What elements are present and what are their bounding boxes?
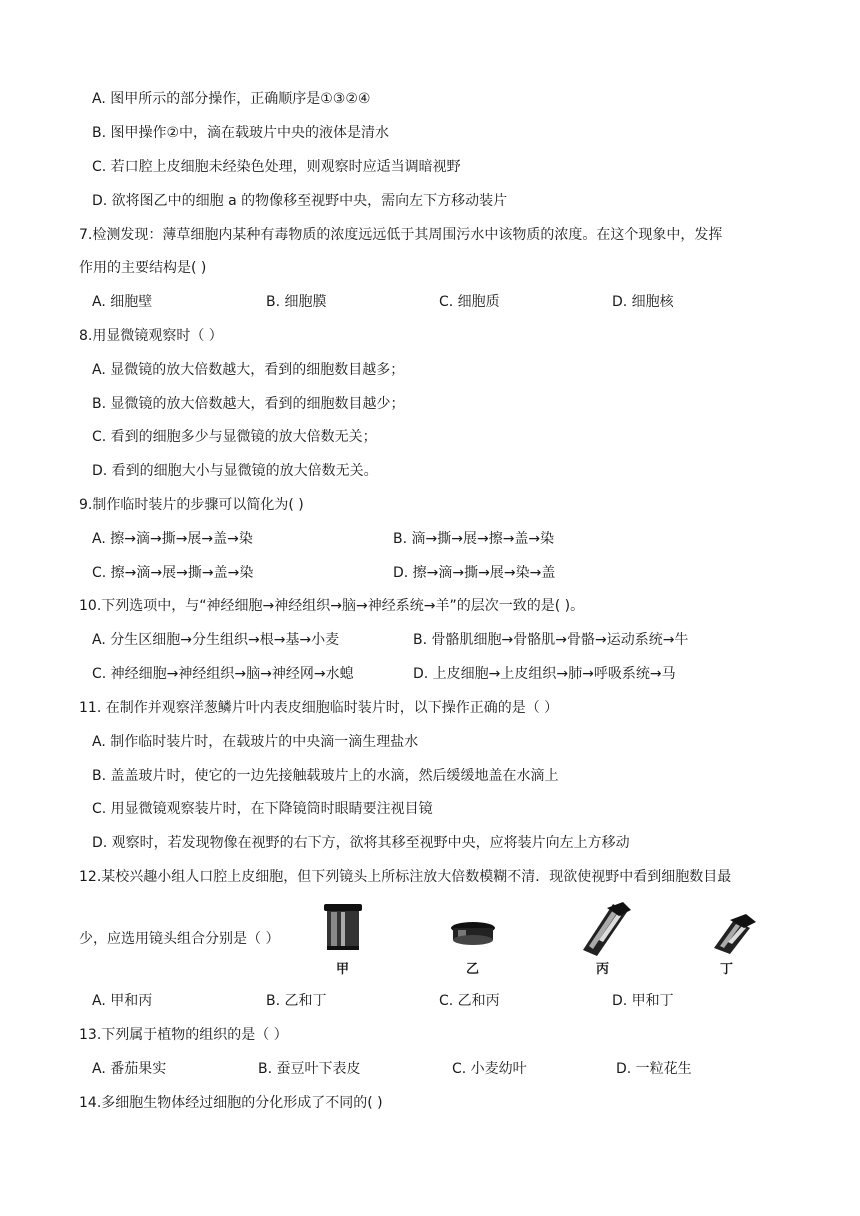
q10-option-a: A. 分生区细胞→分生组织→根→基→小麦: [92, 632, 340, 648]
q8-option-c: C. 看到的细胞多少与显微镜的放大倍数无关；: [92, 429, 377, 445]
q11-option-b: B. 盖盖玻片时，使它的一边先接触载玻片上的水滴，然后缓缓地盖在水滴上: [92, 768, 559, 784]
q7-stem-line2: 作用的主要结构是( ): [79, 260, 207, 276]
q9-option-d: D. 擦→滴→撕→展→染→盖: [393, 565, 556, 581]
q7-option-a: A. 细胞壁: [92, 294, 153, 310]
eyepiece-short-icon: [448, 920, 498, 948]
q11-stem: 11. 在制作并观察洋葱鳞片叶内表皮细胞临时装片时，以下操作正确的是（ ）: [79, 700, 559, 716]
lens-label-bing: 丙: [596, 962, 610, 977]
lens-label-ding: 丁: [720, 962, 734, 977]
q9-option-c: C. 擦→滴→展→撕→盖→染: [92, 565, 254, 581]
lens-label-jia: 甲: [336, 962, 350, 977]
q11-option-c: C. 用显微镜观察装片时，在下降镜筒时眼睛要注视目镜: [92, 801, 433, 817]
q12-option-c: C. 乙和丙: [439, 993, 500, 1009]
q10-stem: 10.下列选项中，与“神经细胞→神经组织→脑→神经系统→羊”的层次一致的是( )。: [79, 598, 585, 614]
q7-option-b: B. 细胞膜: [266, 294, 327, 310]
q9-stem: 9.制作临时装片的步骤可以简化为( ): [79, 497, 304, 513]
q11-option-d: D. 观察时，若发现物像在视野的右下方，欲将其移至视野中央，应将装片向左上方移动: [92, 835, 630, 851]
q13-option-d: D. 一粒花生: [616, 1061, 692, 1077]
q6-option-d: D. 欲将图乙中的细胞 a 的物像移至视野中央，需向左下方移动装片: [92, 193, 508, 209]
objective-short-icon: [706, 914, 758, 954]
objective-long-icon: [573, 900, 633, 956]
lens-label-yi: 乙: [466, 962, 480, 977]
q7-option-c: C. 细胞质: [439, 294, 500, 310]
q12-option-a: A. 甲和丙: [92, 993, 153, 1009]
q13-stem: 13.下列属于植物的组织的是（ ）: [79, 1027, 288, 1043]
q8-option-b: B. 显微镜的放大倍数越大，看到的细胞数目越少；: [92, 396, 405, 412]
q6-option-b: B. 图甲操作②中，滴在载玻片中央的液体是清水: [92, 125, 390, 141]
q8-stem: 8.用显微镜观察时（ ）: [79, 328, 223, 344]
q13-option-c: C. 小麦幼叶: [452, 1061, 527, 1077]
q13-option-b: B. 蚕豆叶下表皮: [258, 1061, 361, 1077]
q9-option-a: A. 擦→滴→撕→展→盖→染: [92, 531, 253, 547]
q11-option-a: A. 制作临时装片时，在载玻片的中央滴一滴生理盐水: [92, 734, 419, 750]
q12-stem-line1: 12.某校兴趣小组人口腔上皮细胞，但下列镜头上所标注放大倍数模糊不清．现欲使视野中看到细胞数目最: [79, 869, 732, 885]
q7-option-d: D. 细胞核: [612, 294, 674, 310]
q8-option-a: A. 显微镜的放大倍数越大，看到的细胞数目越多；: [92, 362, 405, 378]
q10-option-d: D. 上皮细胞→上皮组织→肺→呼吸系统→马: [413, 666, 676, 682]
q14-stem: 14.多细胞生物体经过细胞的分化形成了不同的( ): [79, 1095, 383, 1111]
q8-option-d: D. 看到的细胞大小与显微镜的放大倍数无关。: [92, 463, 378, 479]
lens-figure: [318, 900, 778, 978]
q7-stem-line1: 7.检测发现：薄草细胞内某种有毒物质的浓度远远低于其周围污水中该物质的浓度。在这个现象中，发挥: [79, 227, 723, 243]
q12-option-d: D. 甲和丁: [612, 993, 674, 1009]
q12-option-b: B. 乙和丁: [266, 993, 327, 1009]
q6-option-c: C. 若口腔上皮细胞未经染色处理，则观察时应适当调暗视野: [92, 159, 461, 175]
eyepiece-long-icon: [322, 902, 364, 952]
q12-stem-line2: 少，应选用镜头组合分别是（ ）: [79, 931, 280, 947]
q13-option-a: A. 番茄果实: [92, 1061, 167, 1077]
q10-option-c: C. 神经细胞→神经组织→脑→神经网→水螅: [92, 666, 354, 682]
q6-option-a: A. 图甲所示的部分操作，正确顺序是①③②④: [92, 91, 371, 107]
q9-option-b: B. 滴→撕→展→擦→盖→染: [393, 531, 555, 547]
q10-option-b: B. 骨骼肌细胞→骨骼肌→骨骼→运动系统→牛: [413, 632, 689, 648]
